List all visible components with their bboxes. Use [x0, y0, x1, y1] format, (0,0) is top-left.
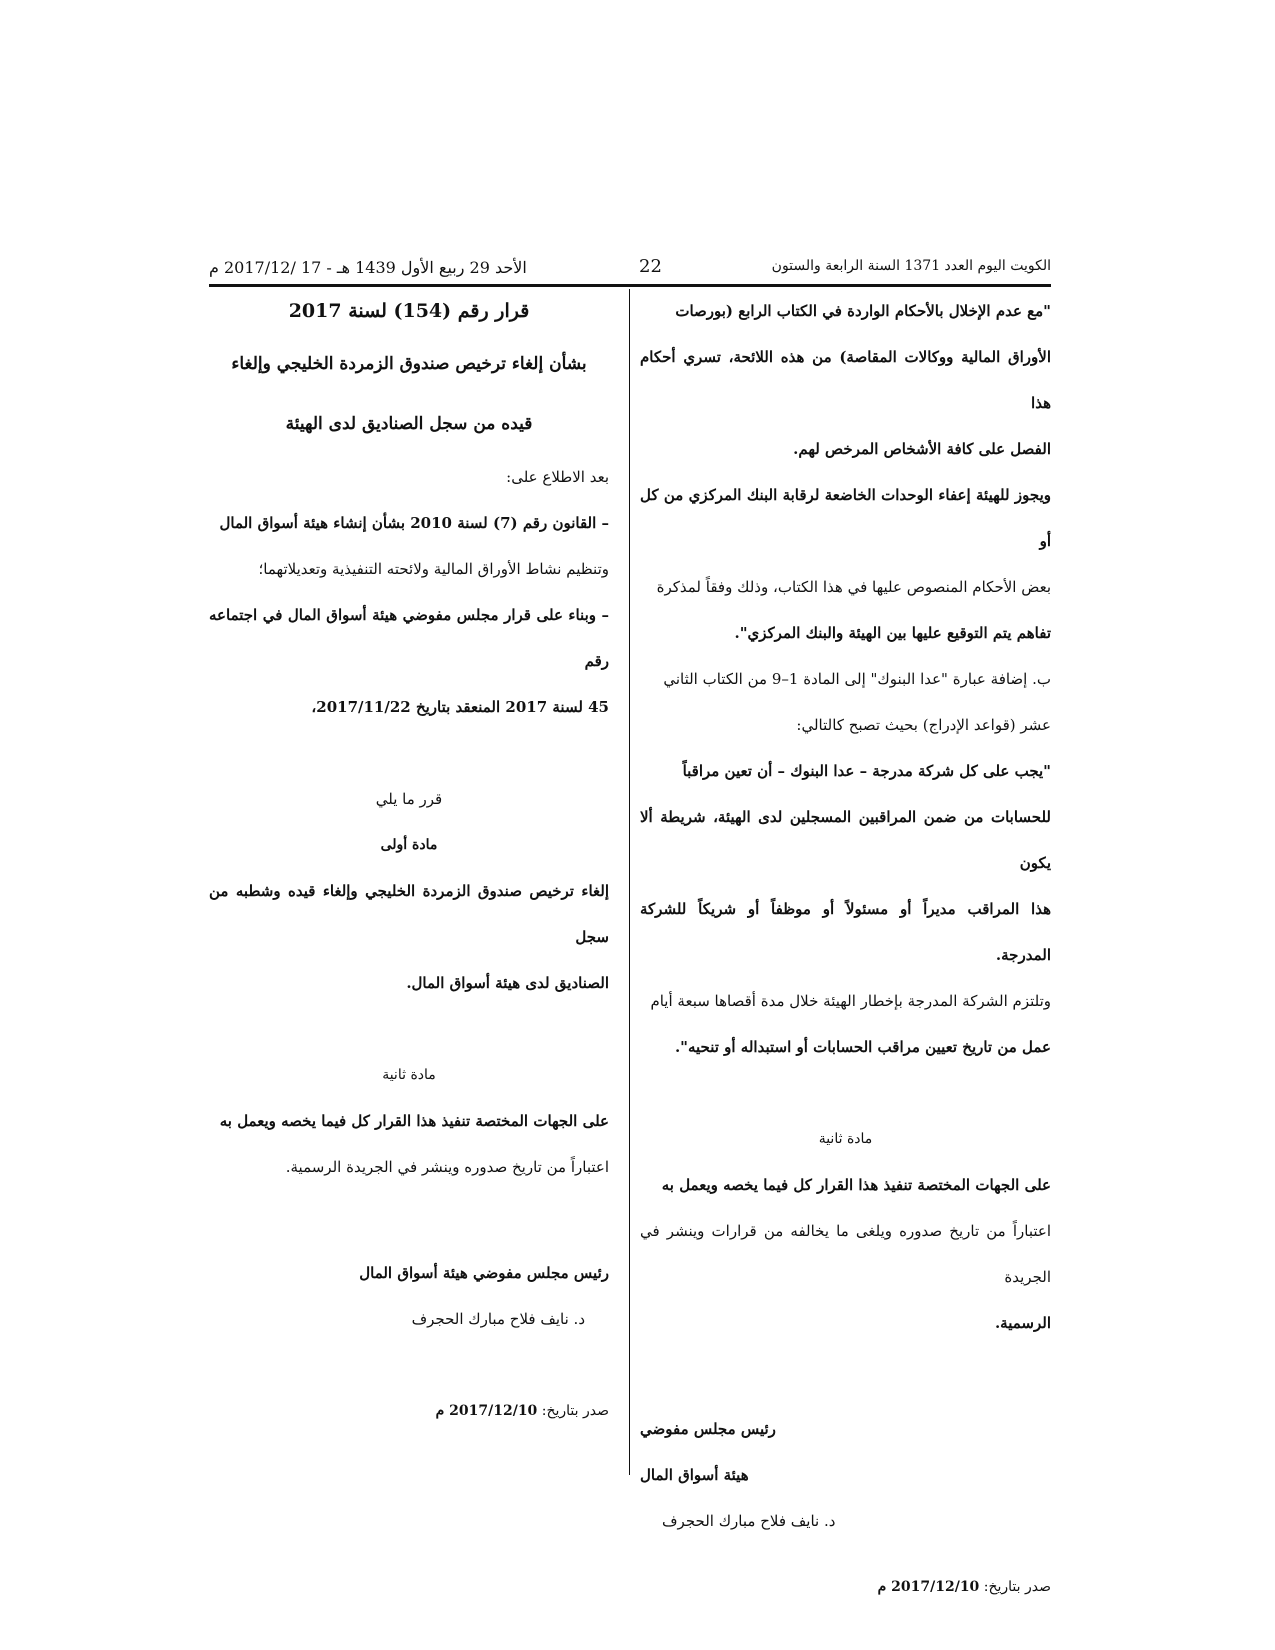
signer-title: رئيس مجلس مفوضي هيئة أسواق المال	[640, 1420, 776, 1484]
article-heading: مادة ثانية	[382, 1067, 436, 1083]
text-line: وتنظيم نشاط الأوراق المالية ولائحته التنفيذية وتعديلاتهما؛	[258, 560, 609, 578]
issued-date: 2017/12/10 م	[435, 1403, 538, 1419]
text-line: عمل من تاريخ تعيين مراقب الحسابات أو استبداله أو تنحيه".	[674, 1038, 1051, 1056]
issued-label: صدر بتاريخ:	[983, 1579, 1051, 1595]
text-line: – القانون رقم (7) لسنة 2010 بشأن إنشاء هيئة أسواق المال	[219, 514, 609, 532]
text-line: بعض الأحكام المنصوص عليها في هذا الكتاب، وذلك وفقاً لمذكرة	[656, 578, 1051, 596]
spacer	[640, 1544, 1051, 1564]
text-line: للحسابات من ضمن المراقبين المسجلين لدى الهيئة، شريطة ألا يكون	[640, 808, 1051, 872]
signer-title-wrap	[640, 1406, 1051, 1498]
decided-heading: قرر ما يلي	[375, 790, 443, 808]
decision-title: قرار رقم (154) لسنة 2017	[288, 300, 530, 322]
spacer	[209, 1342, 609, 1388]
header-publication: الكويت اليوم العدد 1371 السنة الرابعة والستون	[771, 258, 1051, 274]
spacer	[209, 1190, 609, 1250]
signer-title: رئيس مجلس مفوضي هيئة أسواق المال	[359, 1264, 609, 1282]
text-line: الرسمية.	[994, 1314, 1051, 1332]
spacer	[640, 1346, 1051, 1406]
page-number: 22	[639, 256, 662, 277]
text-line: إلغاء ترخيص صندوق الزمردة الخليجي وإلغاء قيده وشطبه من سجل	[209, 882, 609, 946]
spacer	[209, 1006, 609, 1052]
right-column	[640, 288, 1051, 1610]
left-column	[209, 288, 609, 1434]
decision-subtitle-line2: قيده من سجل الصناديق لدى الهيئة	[285, 414, 533, 434]
column-divider	[629, 289, 630, 1475]
text-line: 45 لسنة 2017 المنعقد بتاريخ 2017/11/22،	[311, 698, 609, 716]
issued-label: صدر بتاريخ:	[541, 1403, 609, 1419]
page-header	[209, 258, 1051, 280]
signer-name-wrap	[640, 1498, 1051, 1544]
article-heading: مادة أولى	[380, 837, 438, 853]
text-line: اعتباراً من تاريخ صدوره وينشر في الجريدة الرسمية.	[285, 1158, 609, 1176]
text-line: "يجب على كل شركة مدرجة – عدا البنوك – أن تعين مراقباً	[682, 762, 1051, 780]
text-line: على الجهات المختصة تنفيذ هذا القرار كل فيما يخصه ويعمل به	[219, 1112, 609, 1130]
spacer	[209, 730, 609, 776]
text-line: ويجوز للهيئة إعفاء الوحدات الخاضعة لرقابة البنك المركزي من كل أو	[640, 486, 1051, 550]
issued-date: 2017/12/10 م	[877, 1579, 980, 1595]
header-rule	[209, 284, 1051, 287]
text-line: الصناديق لدى هيئة أسواق المال.	[406, 974, 609, 992]
preamble: بعد الاطلاع على:	[506, 468, 609, 486]
issued-line	[209, 1388, 609, 1434]
text-line: على الجهات المختصة تنفيذ هذا القرار كل فيما يخصه ويعمل به	[661, 1176, 1051, 1194]
decision-subtitle-line1: بشأن إلغاء ترخيص صندوق الزمردة الخليجي وإلغاء	[231, 354, 587, 374]
text-line: – وبناء على قرار مجلس مفوضي هيئة أسواق المال في اجتماعه رقم	[209, 606, 609, 670]
article-heading: مادة ثانية	[818, 1131, 873, 1147]
spacer	[640, 1070, 1051, 1116]
text-line: وتلتزم الشركة المدرجة بإخطار الهيئة خلال مدة أقصاها سبعة أيام	[650, 992, 1051, 1010]
header-date: الأحد 29 ربيع الأول 1439 هـ - 17 /2017/12 م	[209, 258, 527, 277]
text-line: اعتباراً من تاريخ صدوره ويلغى ما يخالفه من قرارات وينشر في الجريدة	[640, 1222, 1051, 1286]
text-line: الفصل على كافة الأشخاص المرخص لهم.	[793, 440, 1051, 458]
text-line: تفاهم يتم التوقيع عليها بين الهيئة والبنك المركزي".	[734, 624, 1051, 642]
signer-name: د. نايف فلاح مبارك الحجرف	[662, 1512, 836, 1530]
text-line: عشر (قواعد الإدراج) بحيث تصبح كالتالي:	[796, 716, 1051, 734]
text-line: "مع عدم الإخلال بالأحكام الواردة في الكتاب الرابع (بورصات	[675, 302, 1051, 320]
text-line: الأوراق المالية ووكالات المقاصة) من هذه اللائحة، تسري أحكام هذا	[640, 348, 1051, 412]
text-line: ب. إضافة عبارة "عدا البنوك" إلى المادة 1–9 من الكتاب الثاني	[663, 670, 1051, 688]
signer-name: د. نايف فلاح مبارك الحجرف	[411, 1310, 585, 1328]
text-line: هذا المراقب مديراً أو مسئولاً أو موظفاً أو شريكاً للشركة المدرجة.	[640, 900, 1051, 964]
issued-line	[640, 1564, 1051, 1610]
